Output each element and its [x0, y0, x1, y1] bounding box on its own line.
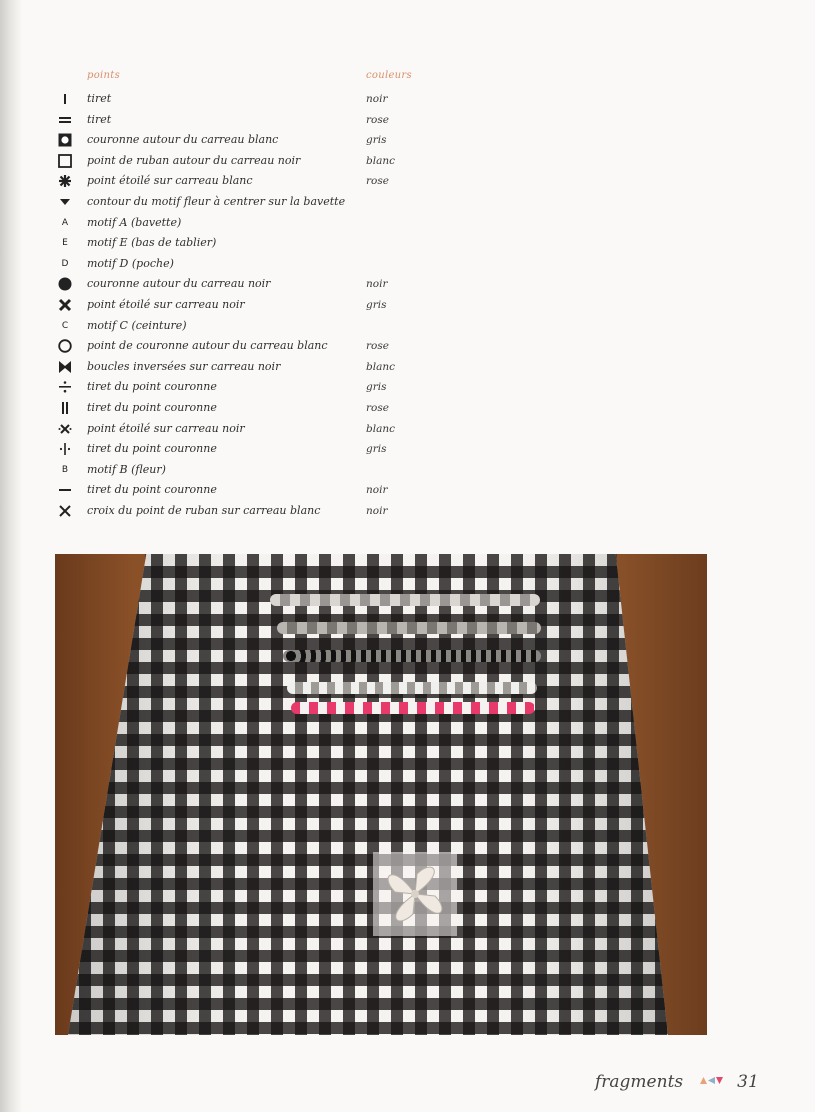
stitch-label: tiret du point couronne	[87, 400, 217, 414]
legend-row	[56, 274, 456, 295]
bowtie-icon	[56, 359, 74, 375]
flower-motif	[373, 852, 457, 936]
symbol-letter: E	[62, 238, 68, 249]
legend-row	[56, 89, 456, 110]
legend-row	[56, 336, 456, 357]
bold-x-icon	[56, 297, 74, 313]
letter-a-icon	[56, 215, 74, 231]
legend-row	[56, 295, 456, 316]
page-number: 31	[737, 1072, 759, 1092]
thread-color: rose	[366, 401, 389, 414]
symbol-letter: C	[61, 320, 69, 331]
stitch-label: point de couronne autour du carreau blanc	[87, 339, 328, 353]
triangle-up-icon	[700, 1077, 707, 1084]
page-footer	[595, 1072, 759, 1092]
letter-b-icon	[56, 462, 74, 478]
thread-color: rose	[366, 113, 389, 126]
triangles-ornament-icon	[700, 1077, 723, 1084]
triangle-down-icon	[716, 1077, 723, 1084]
triangle-left-icon	[708, 1077, 715, 1084]
legend-row	[56, 254, 456, 275]
legend-row	[56, 233, 456, 254]
symbol-letter: B	[61, 464, 69, 475]
filled-circle-icon	[56, 276, 74, 292]
thread-color: noir	[366, 278, 388, 291]
stitch-label: point étoilé sur carreau noir	[87, 421, 245, 435]
stitch-label: couronne autour du carreau noir	[87, 277, 271, 291]
stitch-label: point de ruban autour du carreau noir	[87, 153, 301, 167]
thread-color: gris	[366, 443, 387, 456]
double-dash-icon	[56, 112, 74, 128]
legend-row	[56, 398, 456, 419]
stitch-label: contour du motif fleur à centrer sur la bavette	[87, 194, 346, 208]
stitch-label: boucles inversées sur carreau noir	[87, 359, 281, 373]
stitch-label: motif E (bas de tablier)	[87, 236, 217, 250]
embroidery-band-pink	[291, 702, 535, 714]
stitch-label: tiret	[87, 92, 112, 105]
letter-e-icon	[56, 235, 74, 251]
legend-row	[56, 130, 456, 151]
legend-row	[56, 171, 456, 192]
stitch-label: couronne autour du carreau blanc	[87, 133, 279, 147]
thread-color: blanc	[366, 422, 395, 435]
down-triangle-icon	[56, 194, 74, 210]
stitch-label: tiret	[87, 112, 112, 126]
legend-row	[56, 419, 456, 440]
legend-row	[56, 439, 456, 460]
stitch-label: point étoilé sur carreau blanc	[87, 174, 253, 188]
thread-color: noir	[366, 504, 388, 517]
gingham-apron	[55, 554, 707, 1035]
legend-row	[56, 110, 456, 131]
embroidery-band-white-2	[287, 682, 537, 694]
symbol-letter: A	[61, 217, 69, 228]
symbol-letter: D	[61, 258, 69, 269]
tiret-vertical-icon	[56, 91, 74, 107]
stitch-label: point étoilé sur carreau noir	[87, 297, 245, 311]
legend-row	[56, 501, 456, 522]
division-icon	[56, 379, 74, 395]
empty-square-icon	[56, 153, 74, 169]
thread-color: gris	[366, 134, 387, 147]
thread-color: blanc	[366, 360, 395, 373]
legend-row	[56, 192, 456, 213]
stitch-label: motif D (poche)	[87, 256, 174, 270]
horizontal-dash-icon	[56, 482, 74, 498]
couleurs-column-header: couleurs	[366, 70, 412, 81]
legend-rows	[56, 89, 456, 521]
legend-row	[56, 151, 456, 172]
legend-row	[56, 316, 456, 337]
thread-color: noir	[366, 93, 388, 105]
thread-color: blanc	[366, 154, 395, 167]
double-vertical-icon	[56, 400, 74, 416]
vertical-dots-icon	[56, 441, 74, 457]
embroidery-band-black	[283, 650, 541, 662]
legend-row	[56, 460, 456, 481]
thread-color: rose	[366, 340, 389, 353]
letter-d-icon	[56, 256, 74, 272]
stitch-label: tiret du point couronne	[87, 380, 217, 394]
x-dots-icon	[56, 421, 74, 437]
thread-color: rose	[366, 175, 389, 188]
legend-row	[56, 357, 456, 378]
legend-row	[56, 377, 456, 398]
thread-color: noir	[366, 484, 388, 497]
chapter-title: fragments	[595, 1072, 684, 1092]
thread-color: gris	[366, 298, 387, 311]
stitch-label: croix du point de ruban sur carreau blanc	[87, 503, 321, 517]
points-column-header: points	[87, 70, 121, 81]
legend-row	[56, 480, 456, 501]
page-binding-shadow	[0, 0, 22, 1112]
x-icon	[56, 503, 74, 519]
ring-square-icon	[56, 132, 74, 148]
stitch-label: tiret du point couronne	[87, 483, 217, 497]
letter-c-icon	[56, 318, 74, 334]
asterisk-icon	[56, 173, 74, 189]
legend-row	[56, 213, 456, 234]
stitch-label: motif C (ceinture)	[87, 318, 187, 332]
stitch-label: motif A (bavette)	[87, 215, 182, 229]
thread-color: gris	[366, 381, 387, 394]
embroidery-band-grey	[277, 622, 541, 634]
embroidery-band-white	[270, 594, 540, 606]
stitch-label: tiret du point couronne	[87, 442, 217, 456]
apron-photo	[55, 554, 707, 1035]
open-circle-icon	[56, 338, 74, 354]
stitch-label: motif B (fleur)	[87, 462, 166, 476]
